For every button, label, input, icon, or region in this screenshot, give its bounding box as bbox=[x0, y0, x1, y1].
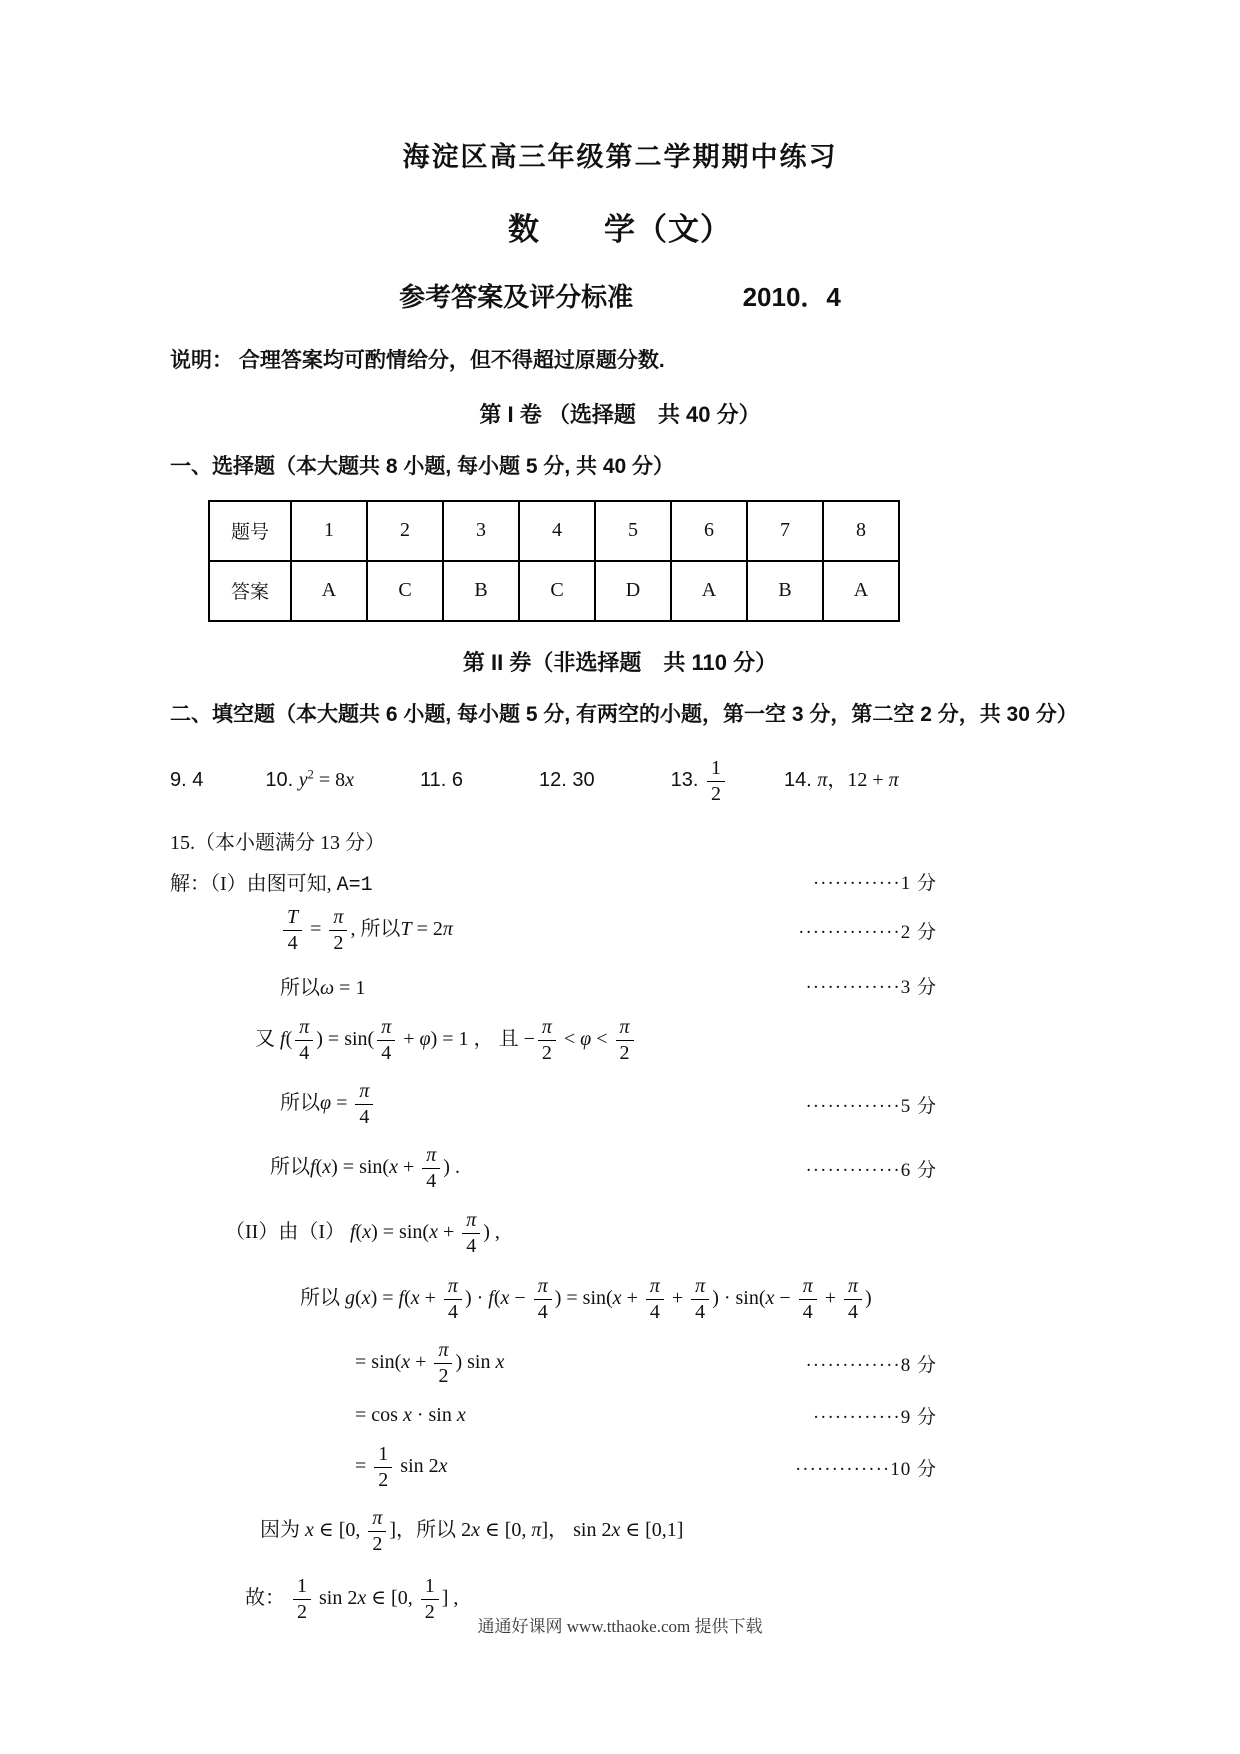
superscript: 2 bbox=[307, 767, 314, 782]
math-token: ∈ [0, bbox=[313, 1519, 366, 1542]
math-token: （II）由（I） bbox=[225, 1221, 350, 1244]
math-token: y bbox=[298, 769, 308, 792]
math-token: π bbox=[531, 1519, 542, 1542]
math-token: 因为 bbox=[260, 1519, 305, 1542]
exam-title: 海淀区高三年级第二学期期中练习 bbox=[402, 142, 838, 172]
solution-line bbox=[170, 1009, 1070, 1073]
math-token: 故： bbox=[245, 1587, 290, 1610]
fraction: $\frac{\pi}{4}$ bbox=[646, 1276, 664, 1323]
formula bbox=[355, 1340, 504, 1387]
math-token: 10. bbox=[265, 769, 299, 792]
math-token: f bbox=[280, 1028, 286, 1051]
fraction: $\frac{\pi}{2}$ bbox=[538, 1017, 556, 1064]
fraction: $\frac{\pi}{4}$ bbox=[462, 1210, 480, 1257]
row-label-numbers: 题号 bbox=[209, 501, 291, 561]
solution-line bbox=[170, 1137, 1070, 1201]
answer-key-heading bbox=[170, 277, 1070, 314]
solution-steps bbox=[170, 865, 1070, 1635]
score-mark: ·············3 分 bbox=[805, 977, 937, 998]
math-token: ( bbox=[493, 1287, 501, 1310]
math-token: − bbox=[509, 1287, 531, 1310]
math-token: x bbox=[500, 1287, 510, 1310]
math-token: 又 bbox=[255, 1028, 280, 1051]
math-token: x bbox=[305, 1519, 314, 1542]
question-number-cell: 1 bbox=[291, 501, 367, 561]
math-token: ) , bbox=[483, 1221, 500, 1244]
math-token: ) . bbox=[443, 1156, 460, 1179]
solution-line bbox=[170, 963, 1070, 1009]
math-token: 所以 bbox=[360, 918, 401, 941]
math-token: 12. 30 bbox=[538, 769, 595, 792]
math-token: ) sin bbox=[455, 1351, 496, 1374]
math-token: ) = sin( bbox=[371, 1221, 430, 1244]
question-number-cell: 3 bbox=[443, 501, 519, 561]
fraction: $\frac{\pi}{4}$ bbox=[844, 1276, 862, 1323]
solution-line bbox=[170, 1499, 1070, 1565]
solution-line bbox=[170, 1333, 1070, 1395]
math-token: 11. 6 bbox=[419, 769, 463, 792]
math-token: x bbox=[429, 1221, 438, 1244]
math-token: ) · bbox=[464, 1287, 489, 1310]
math-token: x bbox=[495, 1351, 505, 1374]
math-token: x bbox=[456, 1404, 466, 1426]
math-token: ) = 1 ， bbox=[430, 1028, 499, 1051]
answer-letter-cell: A bbox=[823, 561, 899, 621]
math-token: x bbox=[765, 1287, 775, 1310]
choice-answer-table bbox=[208, 500, 900, 622]
math-token: x bbox=[362, 1221, 372, 1244]
math-token: π bbox=[888, 769, 899, 792]
part1-heading: 第 I 卷 （选择题 共 40 分） bbox=[479, 402, 761, 427]
question-number-cell: 8 bbox=[823, 501, 899, 561]
math-token: sin 2 bbox=[314, 1587, 358, 1610]
math-token: 所以 bbox=[280, 1092, 320, 1115]
math-token: + bbox=[621, 1287, 643, 1310]
formula bbox=[255, 1017, 637, 1064]
math-token: ( bbox=[355, 1221, 363, 1244]
fraction: $\frac{\pi}{4}$ bbox=[799, 1276, 817, 1323]
math-token: 且 bbox=[498, 1028, 519, 1051]
score-mark: ·············6 分 bbox=[805, 1160, 937, 1181]
math-token: ( bbox=[355, 1287, 362, 1310]
math-token: ω bbox=[320, 977, 335, 999]
score-mark: ·············8 分 bbox=[805, 1355, 937, 1376]
answer-letter-cell: B bbox=[747, 561, 823, 621]
math-token: x bbox=[389, 1156, 398, 1179]
exam-date: 2010．4 bbox=[742, 282, 841, 312]
math-token: + bbox=[397, 1156, 420, 1179]
math-token: + bbox=[666, 1287, 689, 1310]
math-token: ，12 + bbox=[827, 769, 889, 792]
math-token: A=1 bbox=[336, 873, 373, 897]
math-token: x bbox=[357, 1587, 367, 1610]
fraction: $\frac{\pi}{4}$ bbox=[355, 1081, 373, 1128]
math-token: ] , bbox=[441, 1587, 459, 1610]
math-token: f bbox=[488, 1287, 494, 1310]
math-token: + bbox=[819, 1287, 841, 1310]
question-number-cell: 4 bbox=[519, 501, 595, 561]
math-token: x bbox=[401, 1351, 411, 1374]
answer-letter-cell: A bbox=[291, 561, 367, 621]
math-token: = sin( bbox=[355, 1351, 402, 1374]
table-row-answers bbox=[209, 561, 899, 621]
math-token: ) = bbox=[370, 1287, 399, 1310]
answer-key-label: 参考答案及评分标准 bbox=[399, 282, 634, 312]
solution-line bbox=[170, 899, 1070, 963]
math-token: ) = sin( bbox=[554, 1287, 613, 1310]
fraction: $\frac{1}{2}$ bbox=[421, 1576, 439, 1623]
math-token: = cos bbox=[355, 1404, 403, 1426]
table-row-question-numbers bbox=[209, 501, 899, 561]
math-token: f bbox=[398, 1287, 405, 1310]
math-token: = 8 bbox=[313, 769, 346, 792]
math-token: g bbox=[345, 1287, 355, 1310]
fraction: $\frac{1}{2}$ bbox=[293, 1576, 311, 1623]
math-token: ]， bbox=[389, 1519, 417, 1542]
formula bbox=[270, 1145, 460, 1192]
section1-heading: 一、选择题（本大题共 8 小题, 每小题 5 分, 共 40 分） bbox=[170, 455, 675, 478]
solution-line bbox=[170, 1201, 1070, 1267]
solution-line bbox=[170, 1267, 1070, 1333]
math-token: x bbox=[345, 769, 354, 792]
solution-line bbox=[170, 1437, 1070, 1499]
math-token: 13. bbox=[670, 769, 704, 792]
math-token: f bbox=[349, 1221, 356, 1244]
footer-watermark: 通通好课网 www.tthaoke.com 提供下载 bbox=[477, 1617, 763, 1636]
math-token: = bbox=[331, 1092, 353, 1115]
math-token: 所以 bbox=[300, 1287, 345, 1310]
fraction: $\frac{\pi}{2}$ bbox=[329, 907, 347, 954]
math-token: x bbox=[402, 1404, 412, 1426]
math-token: 2 bbox=[456, 1519, 472, 1542]
math-token: = bbox=[355, 1455, 372, 1478]
math-token: < bbox=[558, 1028, 581, 1051]
math-token: ∈ [0,1] bbox=[620, 1519, 684, 1542]
math-token: ( bbox=[315, 1156, 323, 1179]
math-token: ∈ [0, bbox=[479, 1519, 532, 1542]
question-number-cell: 7 bbox=[747, 501, 823, 561]
question15-heading: 15.（本小题满分 13 分） bbox=[170, 831, 385, 854]
subject-title: 数 学（文） bbox=[508, 212, 732, 247]
math-token: x bbox=[410, 1287, 420, 1310]
math-token: ∈ [0, bbox=[366, 1587, 418, 1610]
fraction: $\frac{\pi}{4}$ bbox=[295, 1017, 313, 1064]
question-number-cell: 2 bbox=[367, 501, 443, 561]
fraction: $\frac{\pi}{2}$ bbox=[368, 1508, 386, 1555]
math-token: φ bbox=[320, 1092, 332, 1115]
question-number-cell: 6 bbox=[671, 501, 747, 561]
part2-heading: 第 II 券（非选择题 共 110 分） bbox=[462, 649, 778, 675]
answer-letter-cell: A bbox=[671, 561, 747, 621]
math-token: = 2 bbox=[411, 918, 443, 941]
math-token: x bbox=[611, 1519, 621, 1542]
fraction: $\frac{\pi}{4}$ bbox=[691, 1276, 709, 1323]
math-token: − bbox=[774, 1287, 796, 1310]
math-token: 所以 bbox=[270, 1156, 310, 1179]
fraction: $\frac{1}{2}$ bbox=[707, 758, 725, 805]
fraction: $\frac{\pi}{2}$ bbox=[616, 1017, 634, 1064]
math-token: + bbox=[419, 1287, 441, 1310]
solution-line bbox=[170, 865, 1070, 899]
math-token: 所以 bbox=[280, 977, 320, 999]
math-token: φ bbox=[580, 1028, 592, 1051]
fraction: $\frac{\pi}{4}$ bbox=[444, 1276, 462, 1323]
solution-line bbox=[170, 1073, 1070, 1137]
solution-line bbox=[170, 1395, 1070, 1437]
formula bbox=[170, 867, 373, 897]
answer-letter-cell: C bbox=[519, 561, 595, 621]
score-mark: ··············2 分 bbox=[798, 922, 937, 943]
math-token: ) = sin( bbox=[331, 1156, 390, 1179]
grading-note: 说明： 合理答案均可酌情给分，但不得超过原题分数. bbox=[170, 349, 665, 372]
answer-letter-cell: B bbox=[443, 561, 519, 621]
math-token: 所以 bbox=[416, 1519, 457, 1542]
math-token: · sin bbox=[411, 1404, 457, 1426]
answer-letter-cell: D bbox=[595, 561, 671, 621]
fill-in-answers-line bbox=[170, 752, 1070, 812]
score-mark: ·············10 分 bbox=[794, 1459, 937, 1480]
math-token: ) = sin( bbox=[316, 1028, 375, 1051]
fill-in-answers bbox=[170, 758, 899, 805]
math-token: f bbox=[310, 1156, 316, 1179]
row-label-answers: 答案 bbox=[209, 561, 291, 621]
math-token: = bbox=[305, 918, 327, 941]
math-token: 14. bbox=[783, 769, 818, 792]
formula bbox=[280, 907, 453, 954]
math-token: − bbox=[518, 1028, 535, 1051]
fraction: $\frac{\pi}{4}$ bbox=[534, 1276, 552, 1323]
fraction: $\frac{\pi}{4}$ bbox=[377, 1017, 395, 1064]
math-token: + bbox=[437, 1221, 460, 1244]
math-token: ]， sin 2 bbox=[541, 1519, 612, 1542]
math-token: π bbox=[817, 769, 828, 792]
fraction: $\frac{T}{4}$ bbox=[283, 907, 302, 954]
math-token: ) bbox=[865, 1287, 872, 1310]
math-token: ) · sin( bbox=[712, 1287, 766, 1310]
math-token: x bbox=[438, 1455, 448, 1478]
math-token: + bbox=[398, 1028, 420, 1051]
math-token: = 1 bbox=[334, 977, 366, 999]
score-mark: ············9 分 bbox=[812, 1407, 937, 1428]
fraction: $\frac{\pi}{2}$ bbox=[434, 1340, 452, 1387]
math-token: + bbox=[410, 1351, 432, 1374]
math-token: x bbox=[612, 1287, 622, 1310]
math-token: x bbox=[361, 1287, 371, 1310]
formula bbox=[225, 1210, 500, 1257]
math-token: x bbox=[322, 1156, 332, 1179]
math-token: < bbox=[591, 1028, 613, 1051]
math-token: T bbox=[400, 918, 412, 941]
math-token: , bbox=[350, 918, 361, 941]
math-token: x bbox=[471, 1519, 480, 1542]
formula bbox=[260, 1508, 683, 1555]
score-mark: ·············5 分 bbox=[805, 1096, 937, 1117]
math-token: ( bbox=[404, 1287, 411, 1310]
answer-letter-cell: C bbox=[367, 561, 443, 621]
formula bbox=[300, 1276, 872, 1323]
formula bbox=[280, 971, 365, 1000]
formula bbox=[280, 1081, 376, 1128]
question-number-cell: 5 bbox=[595, 501, 671, 561]
score-mark: ············1 分 bbox=[812, 873, 937, 894]
math-token: π bbox=[442, 918, 453, 941]
math-token: φ bbox=[419, 1028, 431, 1051]
formula bbox=[355, 1404, 466, 1427]
section2-heading: 二、填空题（本大题共 6 小题, 每小题 5 分, 有两空的小题，第一空 3 分，第二空 2 分，共 30 分） bbox=[170, 702, 1078, 726]
fraction: $\frac{\pi}{4}$ bbox=[422, 1145, 440, 1192]
math-token: 9. 4 bbox=[170, 769, 204, 792]
math-token: 解：（I）由图可知, bbox=[170, 872, 337, 895]
formula bbox=[355, 1444, 448, 1491]
math-token: sin 2 bbox=[395, 1455, 439, 1478]
math-token: ( bbox=[285, 1028, 293, 1051]
fraction: $\frac{1}{2}$ bbox=[374, 1444, 392, 1491]
